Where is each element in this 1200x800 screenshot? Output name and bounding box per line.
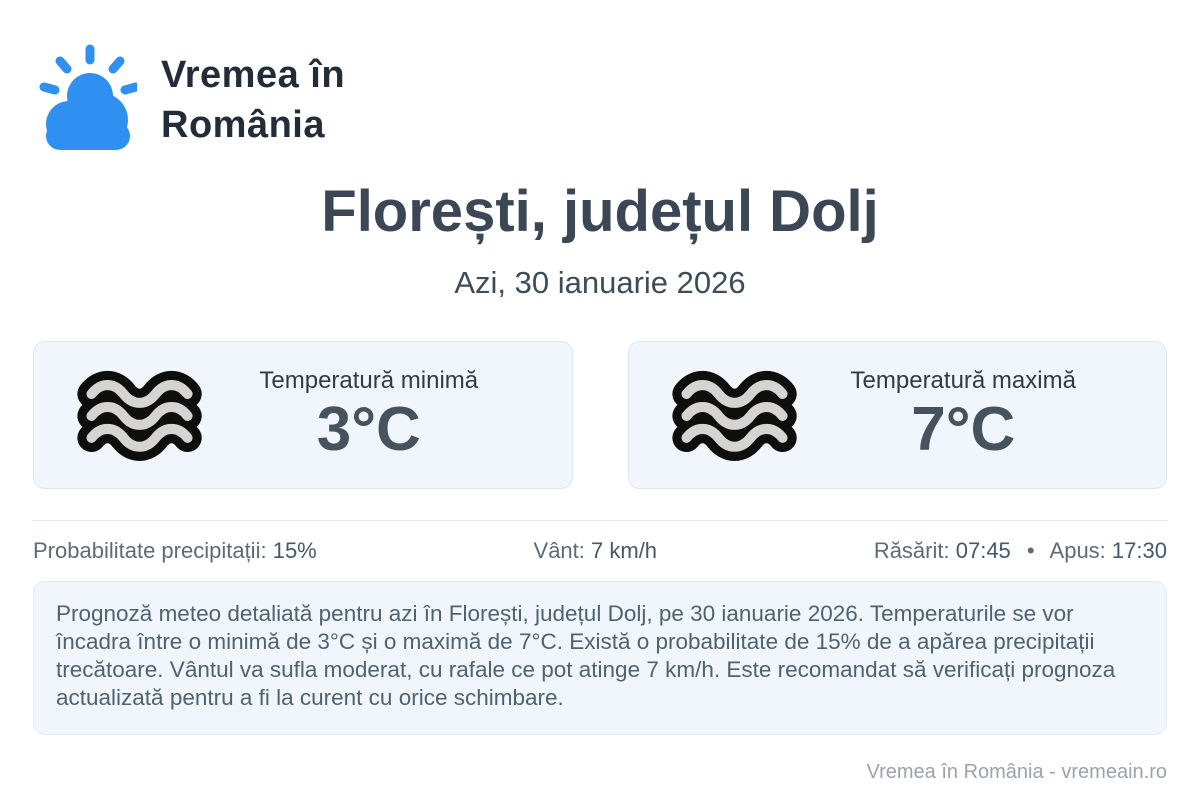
precipitation-stat <box>33 538 317 564</box>
sunrise-label: Răsărit: <box>873 538 950 563</box>
sun-cloud-logo-icon <box>33 44 137 156</box>
fog-icon <box>671 368 799 462</box>
max-temperature-card <box>628 341 1168 489</box>
bullet-separator: • <box>1026 538 1035 563</box>
wind-label: Vânt: <box>533 538 585 563</box>
logo-line1: Vremea în <box>161 53 346 96</box>
wind-stat <box>534 538 658 564</box>
logo <box>33 0 1167 156</box>
logo-line2: România <box>161 104 325 146</box>
min-temperature-card <box>33 341 573 489</box>
sunset-value: 17:30 <box>1111 538 1167 563</box>
logo-text <box>161 50 345 150</box>
temperature-cards <box>33 341 1167 489</box>
sunrise-value: 07:45 <box>955 538 1011 563</box>
page-title: Florești, județul Dolj <box>321 179 879 244</box>
max-temperature-text <box>799 367 1129 465</box>
min-temperature-label: Temperatură minimă <box>259 367 479 395</box>
wind-value: 7 km/h <box>591 538 658 563</box>
precipitation-label: Probabilitate precipitații: <box>33 538 267 563</box>
sun-times-stat <box>874 538 1167 564</box>
max-temperature-label: Temperatură maximă <box>850 367 1076 395</box>
forecast-description: Prognoză meteo detaliată pentru azi în Florești, județul Dolj, pe 30 ianuarie 2026. Temperaturile se vor încadra între o minimă de 3°C și o maximă de 7°C. Există o probabilitate de 15% de a apărea precipitații trecătoare. Vântul va sufla moderat, cu rafale ce pot atinge 7 km/h. Este recomandat să verificați prognoza actualizată pentru a fi la curent cu orice schimbare. <box>33 581 1167 735</box>
max-temperature-value: 7°C <box>911 395 1016 465</box>
fog-icon <box>76 368 204 462</box>
stats-row <box>33 538 1167 564</box>
precipitation-value: 15% <box>272 538 317 563</box>
sunset-label: Apus: <box>1049 538 1106 563</box>
min-temperature-value: 3°C <box>316 395 421 465</box>
footer-credit: Vremea în România - vremeain.ro <box>866 761 1167 783</box>
min-temperature-text <box>204 367 534 465</box>
divider <box>33 520 1167 521</box>
page-subtitle: Azi, 30 ianuarie 2026 <box>454 265 746 300</box>
